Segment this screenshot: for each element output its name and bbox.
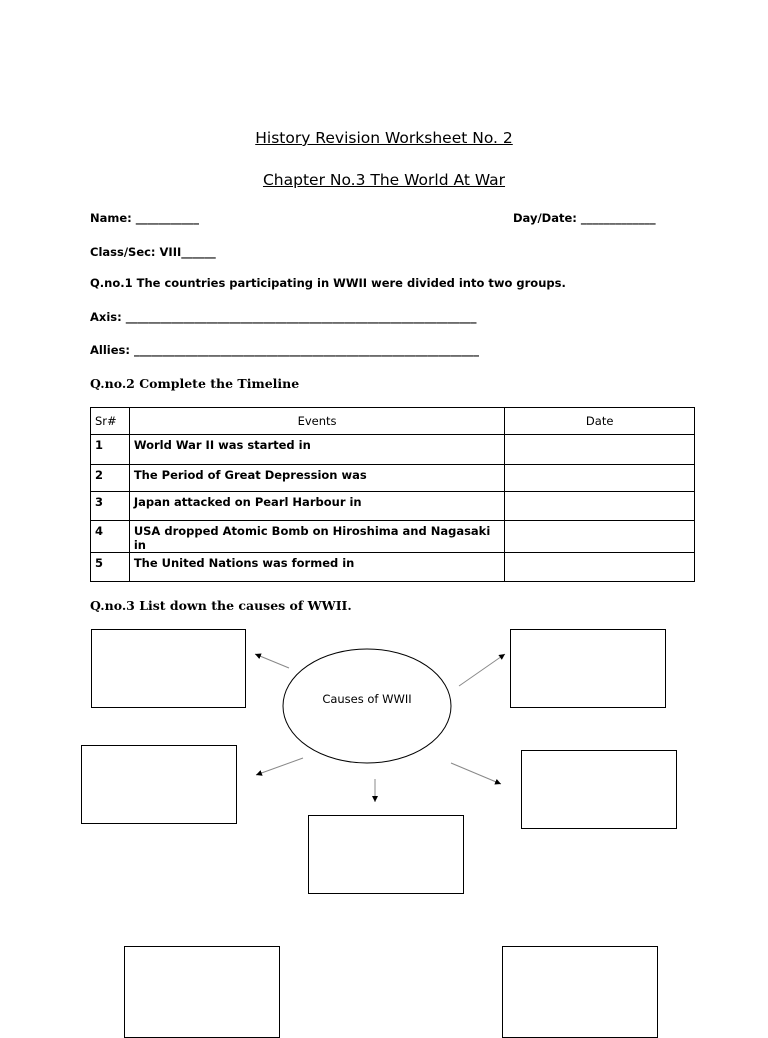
header-sr: Sr#	[91, 408, 130, 435]
arrow-top-left	[255, 654, 289, 668]
cause-box-1[interactable]	[91, 629, 246, 708]
cause-box-4[interactable]	[521, 750, 677, 829]
arrow-middle-right	[451, 763, 501, 784]
row-sr: 2	[91, 465, 130, 492]
row-sr: 3	[91, 492, 130, 521]
causes-center-label: Causes of WWII	[322, 692, 412, 706]
worksheet-title: History Revision Worksheet No. 2	[255, 129, 513, 147]
cause-box-5[interactable]	[308, 815, 464, 894]
cause-box-7[interactable]	[502, 946, 658, 1038]
header-events: Events	[129, 408, 505, 435]
date-field[interactable]: Day/Date: _____________	[513, 211, 656, 225]
row-event: The United Nations was formed in	[129, 553, 505, 582]
causes-center-ellipse	[283, 649, 451, 763]
question-1: Q.no.1 The countries participating in WWII were divided into two groups.	[90, 276, 566, 290]
row-event: Japan attacked on Pearl Harbour in	[129, 492, 505, 521]
cause-box-3[interactable]	[81, 745, 237, 824]
allies-answer-line[interactable]: Allies: ____________________________________________________________	[90, 343, 479, 357]
question-3-title: Q.no.3 List down the causes of WWII.	[90, 598, 352, 613]
name-field[interactable]: Name: ___________	[90, 211, 200, 225]
axis-answer-line[interactable]: Axis: _____________________________________________________________	[90, 310, 477, 324]
question-2-title: Q.no.2 Complete the Timeline	[90, 376, 300, 391]
arrow-middle-left	[256, 758, 303, 775]
chapter-title: Chapter No.3 The World At War	[262, 171, 506, 189]
arrow-top-right	[459, 654, 505, 686]
row-sr: 1	[91, 435, 130, 465]
class-field[interactable]: Class/Sec: VIII______	[90, 245, 216, 259]
row-sr: 5	[91, 553, 130, 582]
row-event: The Period of Great Depression was	[129, 465, 505, 492]
row-event: World War II was started in	[129, 435, 505, 465]
row-event: USA dropped Atomic Bomb on Hiroshima and Nagasaki in	[129, 521, 505, 553]
row-sr: 4	[91, 521, 130, 553]
cause-box-6[interactable]	[124, 946, 280, 1038]
cause-box-2[interactable]	[510, 629, 666, 708]
header-date: Date	[505, 408, 695, 435]
